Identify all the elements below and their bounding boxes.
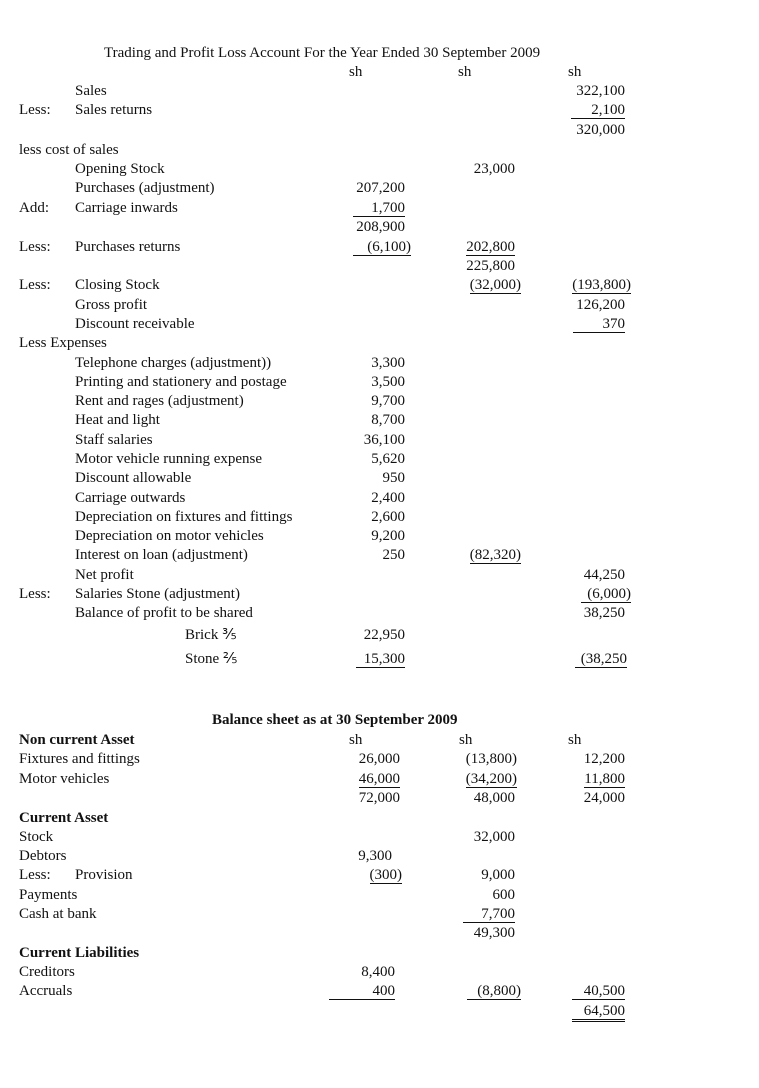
discount-recv-label: Discount receivable xyxy=(75,316,195,332)
carriage-in-label: Carriage inwards xyxy=(75,200,178,216)
nca-cost-total: 72,000 xyxy=(358,790,400,806)
trading-title: Trading and Profit Loss Account For the Year Ended 30 September 2009 xyxy=(104,45,541,61)
debtors-value: 9,300 xyxy=(358,848,392,864)
stock-label: Stock xyxy=(19,829,54,845)
expense-label: Staff salaries xyxy=(75,432,153,448)
motor-nbv: 11,800 xyxy=(584,771,625,787)
closing-stock-label: Closing Stock xyxy=(75,277,160,293)
payments-label: Payments xyxy=(19,887,78,903)
less-label: Less: xyxy=(19,102,51,118)
provision-value: (300) xyxy=(369,867,402,883)
creditors-value: 8,400 xyxy=(361,964,395,980)
expense-label: Discount allowable xyxy=(75,470,192,486)
expense-label: Motor vehicle running expense xyxy=(75,451,263,467)
cash-label: Cash at bank xyxy=(19,906,97,922)
cl-label: Current Liabilities xyxy=(19,945,140,961)
expense-value: 2,400 xyxy=(371,490,405,506)
motor-dep: (34,200) xyxy=(465,771,517,787)
stone-value: 15,300 xyxy=(356,651,405,668)
brick-value: 22,950 xyxy=(363,627,405,643)
working-capital: 40,500 xyxy=(572,983,625,1000)
debtors-label: Debtors xyxy=(19,848,67,864)
net-profit-value: 44,250 xyxy=(583,567,625,583)
cost-of-sales-label: less cost of sales xyxy=(19,142,119,158)
col3-header: sh xyxy=(568,64,582,80)
less-label: Less: xyxy=(19,867,51,883)
opening-stock-value: 23,000 xyxy=(473,161,515,177)
ca-label: Current Asset xyxy=(19,810,109,826)
cost-of-sales-value: (193,800) xyxy=(572,277,631,293)
expense-label: Depreciation on fixtures and fittings xyxy=(75,509,293,525)
net-profit-label: Net profit xyxy=(75,567,134,583)
sales-returns-value: 2,100 xyxy=(571,102,625,119)
purchases-value: 207,200 xyxy=(356,180,405,196)
sales-label: Sales xyxy=(75,83,107,99)
expense-value: 5,620 xyxy=(371,451,405,467)
bs-col3-header: sh xyxy=(568,732,582,748)
purchases-label: Purchases (adjustment) xyxy=(75,180,215,196)
add-label: Add: xyxy=(19,200,49,216)
purchases-returns-value: (6,100) xyxy=(353,239,411,256)
expense-value: 8,700 xyxy=(371,412,405,428)
creditors-label: Creditors xyxy=(19,964,75,980)
shared-total: (38,250 xyxy=(575,651,627,668)
stone-label: Stone ⅖ xyxy=(185,651,238,667)
expense-value: 36,100 xyxy=(363,432,405,448)
accruals-value: 400 xyxy=(329,983,396,1000)
goods-available: 225,800 xyxy=(466,258,515,274)
accruals-label: Accruals xyxy=(19,983,73,999)
fixtures-cost: 26,000 xyxy=(358,751,400,767)
fixtures-nbv: 12,200 xyxy=(583,751,625,767)
balance-value: 38,250 xyxy=(583,605,625,621)
motor-label: Motor vehicles xyxy=(19,771,110,787)
nca-nbv-total: 24,000 xyxy=(583,790,625,806)
total-expenses: (82,320) xyxy=(469,547,521,563)
cl-total: (8,800) xyxy=(467,983,521,1000)
bs-col2-header: sh xyxy=(459,732,473,748)
opening-stock-label: Opening Stock xyxy=(75,161,165,177)
expense-label: Rent and rages (adjustment) xyxy=(75,393,244,409)
bs-col1-header: sh xyxy=(349,732,363,748)
expense-value: 2,600 xyxy=(371,509,405,525)
less-label: Less: xyxy=(19,586,51,602)
nca-dep-total: 48,000 xyxy=(473,790,515,806)
fixtures-label: Fixtures and fittings xyxy=(19,751,140,767)
expense-value: 3,300 xyxy=(371,355,405,371)
net-purchases: 202,800 xyxy=(466,239,515,255)
gross-profit-value: 126,200 xyxy=(576,297,625,313)
salaries-stone-label: Salaries Stone (adjustment) xyxy=(75,586,240,602)
expense-label: Heat and light xyxy=(75,412,160,428)
expense-value: 3,500 xyxy=(371,374,405,390)
sales-value: 322,100 xyxy=(576,83,625,99)
expense-value: 250 xyxy=(382,547,405,563)
nca-label: Non current Asset xyxy=(19,732,135,748)
subtotal-purchases: 208,900 xyxy=(356,219,405,235)
balance-title: Balance sheet as at 30 September 2009 xyxy=(212,712,458,728)
less-expenses-label: Less Expenses xyxy=(19,335,107,351)
grand-total: 64,500 xyxy=(572,1003,625,1022)
provision-label: Provision xyxy=(75,867,133,883)
closing-stock-value: (32,000) xyxy=(469,277,521,293)
col1-header: sh xyxy=(349,64,363,80)
expense-label: Telephone charges (adjustment)) xyxy=(75,355,272,371)
less-label: Less: xyxy=(19,239,51,255)
gross-profit-label: Gross profit xyxy=(75,297,148,313)
balance-label: Balance of profit to be shared xyxy=(75,605,253,621)
purchases-returns-label: Purchases returns xyxy=(75,239,181,255)
expense-value: 9,700 xyxy=(371,393,405,409)
salaries-stone-value: (6,000) xyxy=(581,586,631,603)
expense-value: 950 xyxy=(382,470,405,486)
net-debtors: 9,000 xyxy=(481,867,515,883)
expense-label: Printing and stationery and postage xyxy=(75,374,287,390)
carriage-in-value: 1,700 xyxy=(353,200,405,217)
fixtures-dep: (13,800) xyxy=(465,751,517,767)
net-sales: 320,000 xyxy=(576,122,625,138)
payments-value: 600 xyxy=(492,887,515,903)
discount-recv-value: 370 xyxy=(573,316,626,333)
brick-label: Brick ⅗ xyxy=(185,627,237,643)
expense-label: Interest on loan (adjustment) xyxy=(75,547,248,563)
col2-header: sh xyxy=(458,64,472,80)
expense-label: Carriage outwards xyxy=(75,490,186,506)
expense-label: Depreciation on motor vehicles xyxy=(75,528,264,544)
less-label: Less: xyxy=(19,277,51,293)
sales-returns-label: Sales returns xyxy=(75,102,153,118)
expense-value: 9,200 xyxy=(371,528,405,544)
motor-cost: 46,000 xyxy=(358,771,400,787)
stock-value: 32,000 xyxy=(473,829,515,845)
cash-value: 7,700 xyxy=(463,906,515,923)
ca-total: 49,300 xyxy=(473,925,515,941)
